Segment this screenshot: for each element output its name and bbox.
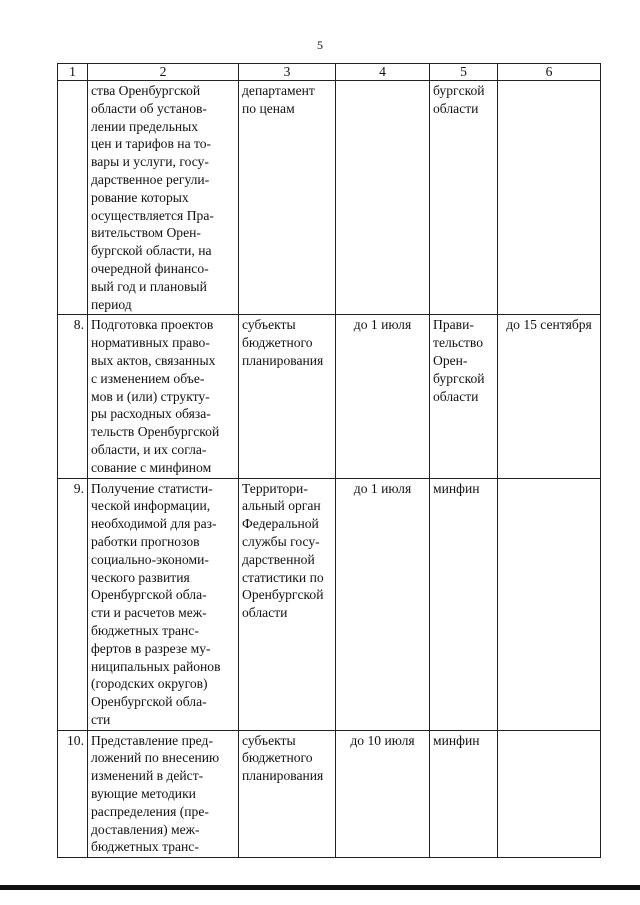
recipient-cell: бургской области — [430, 81, 498, 315]
table-row — [58, 81, 601, 315]
deadline-cell: до 1 июля — [336, 315, 430, 478]
column-6-cell — [498, 81, 601, 315]
column-6-cell — [498, 730, 601, 858]
task-cell: ства Оренбургской области об установ- лении предельных цен и тарифов на то- вары и услуги, госу- дарственное регули- рование которых осуществляется Пра- вительством Орен- бургской области, на очередной финансо- вый год и плановый период — [88, 81, 239, 315]
column-header-3: 3 — [239, 64, 336, 81]
task-cell: Получение статисти- ческой информации, необходимой для раз- работки прогнозов социально-экономи- ческого развития Оренбургской обла- сти и расчетов меж- бюджетных транс- фертов в разрезе му- ниципальных районов (городских округов) Оренбургской обла- сти — [88, 478, 239, 730]
responsible-cell: субъекты бюджетного планирования — [239, 730, 336, 858]
bottom-rule — [0, 885, 640, 890]
column-6-cell — [498, 478, 601, 730]
column-header-2: 2 — [88, 64, 239, 81]
recipient-cell: Прави- тельство Орен- бургской области — [430, 315, 498, 478]
row-number: 9. — [58, 478, 88, 730]
column-header-4: 4 — [336, 64, 430, 81]
table-row — [58, 730, 601, 858]
row-number: 10. — [58, 730, 88, 858]
column-header-1: 1 — [58, 64, 88, 81]
table-row — [58, 478, 601, 730]
recipient-cell: минфин — [430, 478, 498, 730]
page-number: 5 — [317, 38, 323, 52]
row-number: 8. — [58, 315, 88, 478]
task-cell: Подготовка проектов нормативных право- вых актов, связанных с изменением объе- мов и (или) структу- ры расходных обяза- тельств Оренбургской области, и их согла- сование с минфином — [88, 315, 239, 478]
column-6-cell: до 15 сентября — [498, 315, 601, 478]
deadline-cell: до 1 июля — [336, 478, 430, 730]
column-header-5: 5 — [430, 64, 498, 81]
table-row — [58, 315, 601, 478]
deadline-cell — [336, 81, 430, 315]
table-header-row — [58, 64, 601, 81]
responsible-cell: департамент по ценам — [239, 81, 336, 315]
schedule-table — [57, 63, 601, 858]
recipient-cell: минфин — [430, 730, 498, 858]
row-number — [58, 81, 88, 315]
responsible-cell: Территори- альный орган Федеральной службы госу- дарственной статистики по Оренбургской области — [239, 478, 336, 730]
deadline-cell: до 10 июля — [336, 730, 430, 858]
responsible-cell: субъекты бюджетного планирования — [239, 315, 336, 478]
column-header-6: 6 — [498, 64, 601, 81]
task-cell: Представление пред- ложений по внесению изменений в дейст- вующие методики распределения (пре- доставления) меж- бюджетных транс- — [88, 730, 239, 858]
